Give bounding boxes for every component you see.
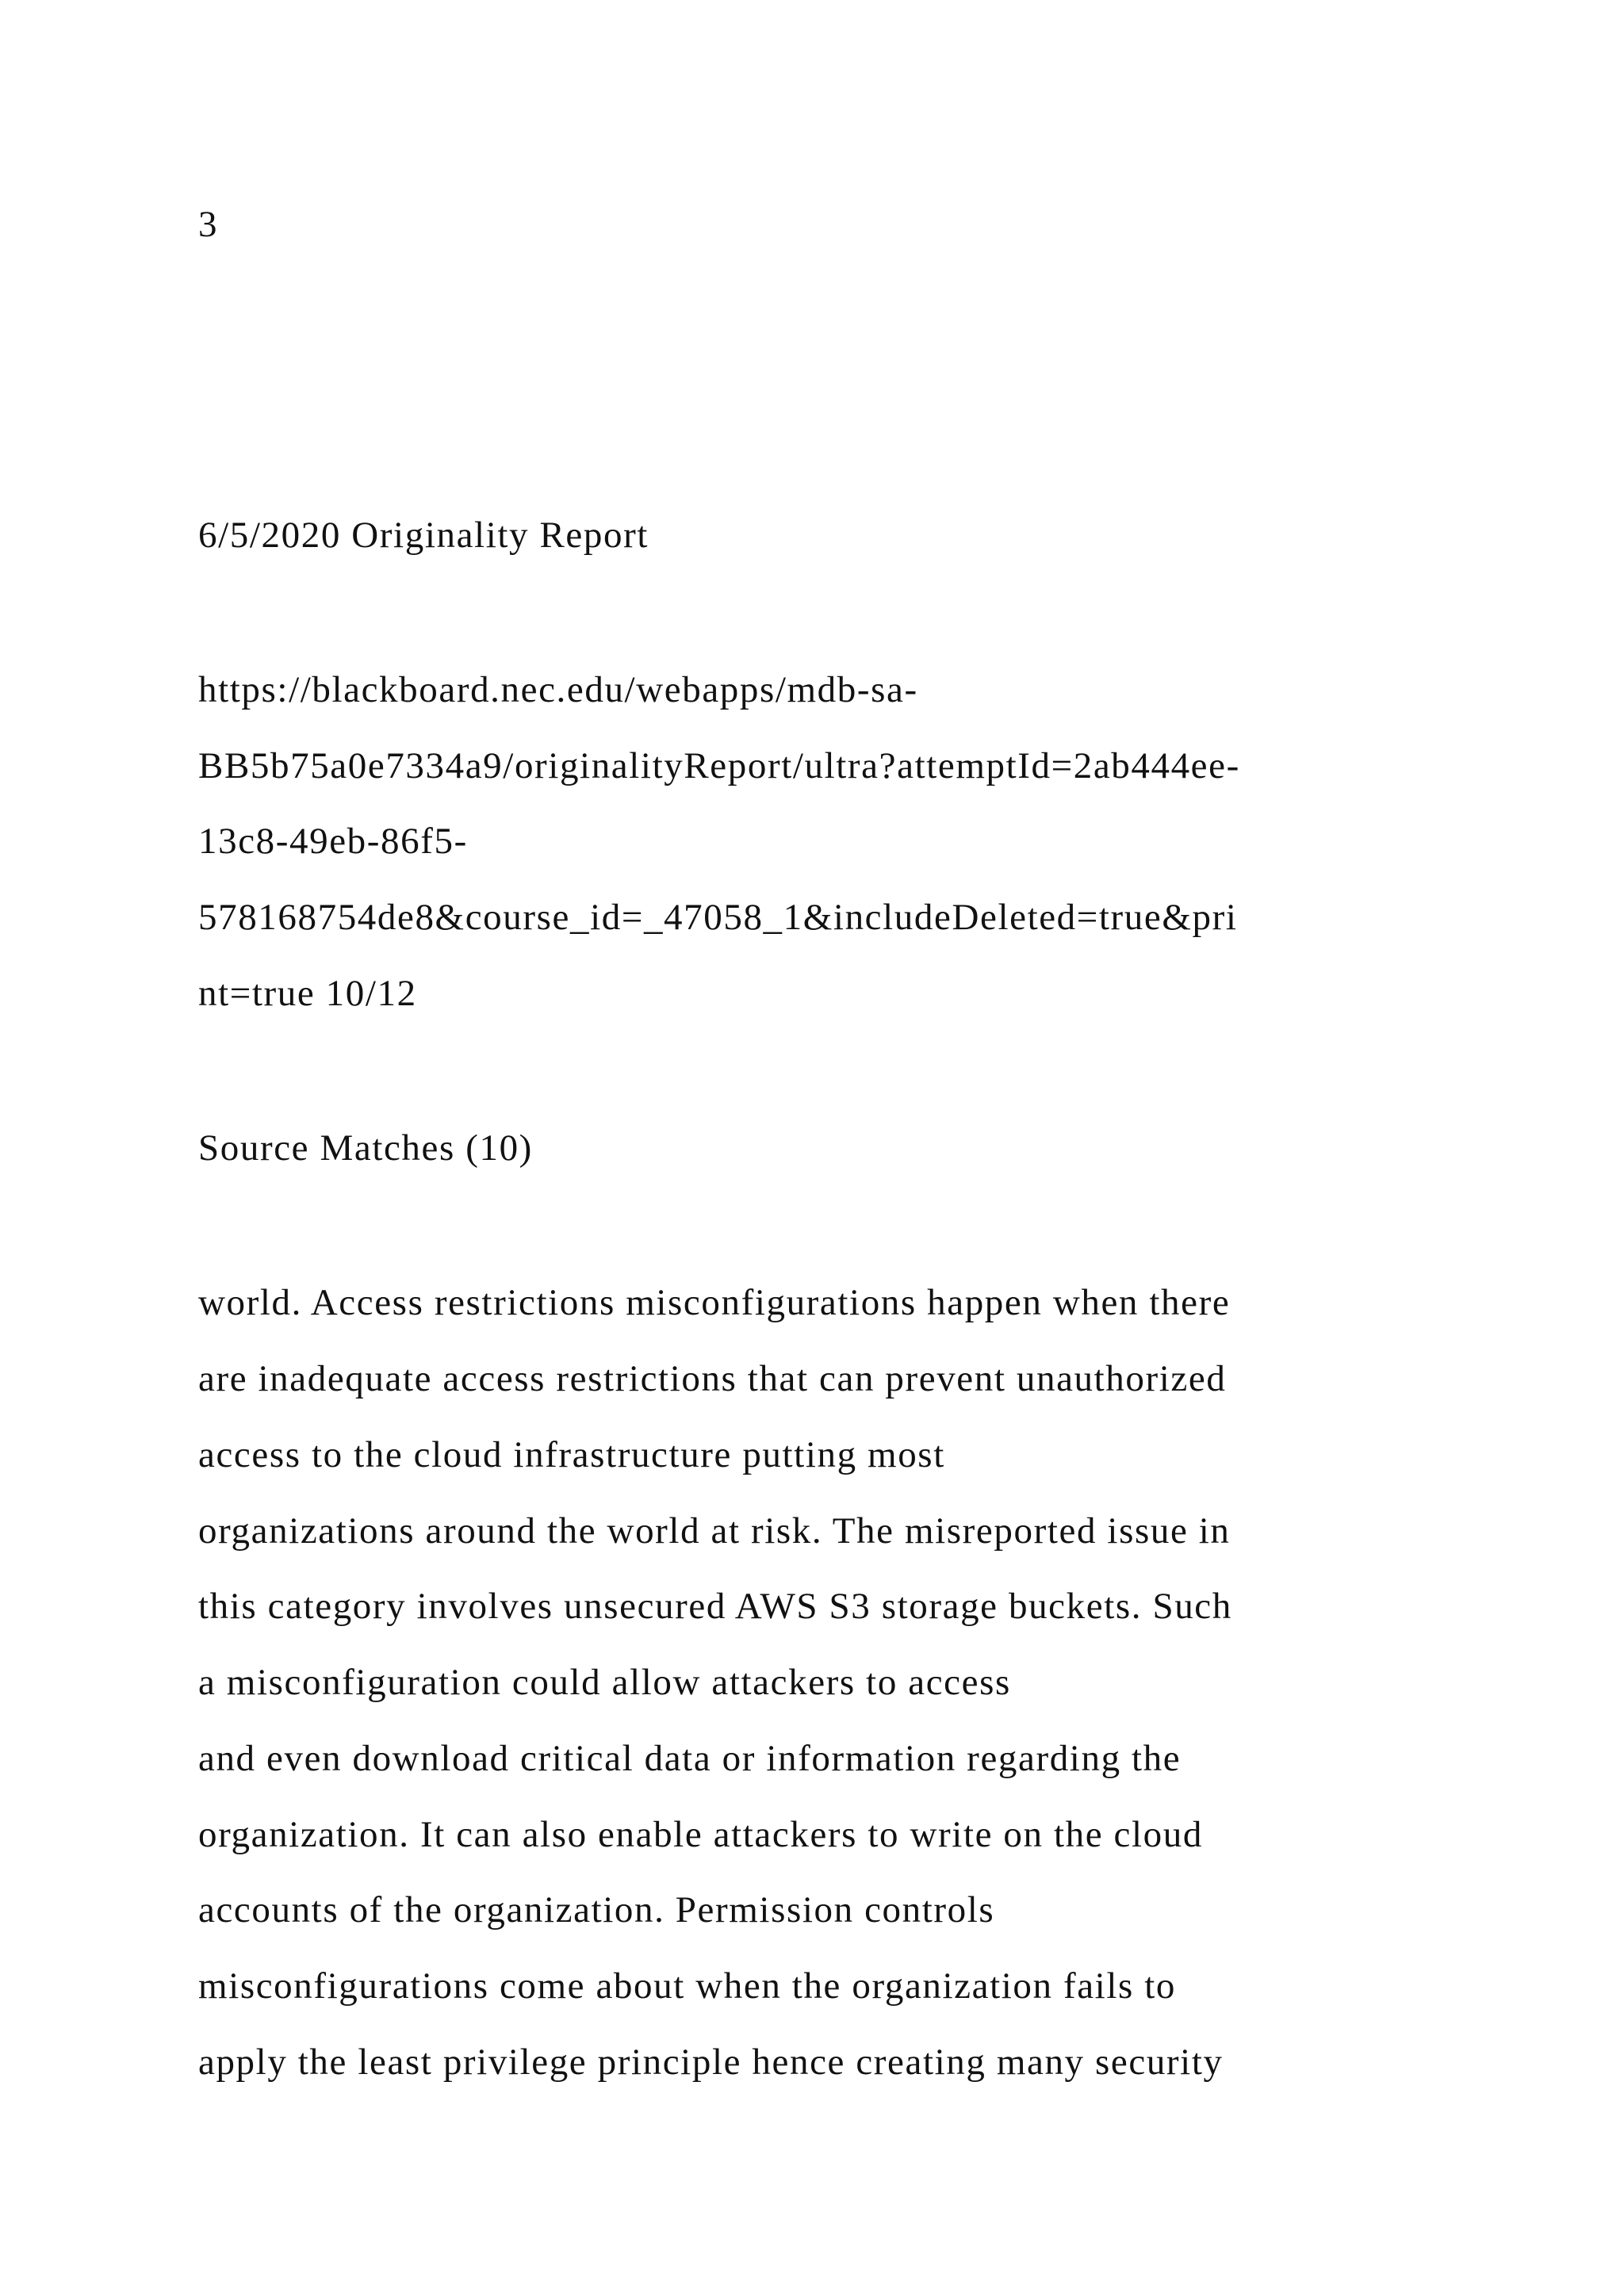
body-line-4: organizations around the world at risk. The misreported issue in [198,1510,1231,1552]
page-number: 3 [198,204,219,245]
report-url-line-1: https://blackboard.nec.edu/webapps/mdb-sa- [198,669,918,710]
report-url-line-5: nt=true 10/12 [198,973,417,1014]
body-line-9: accounts of the organization. Permission controls [198,1889,995,1931]
section-title: Source Matches (10) [198,1127,533,1169]
body-line-10: misconfigurations come about when the organization fails to [198,1965,1177,2007]
report-url-line-4: 578168754de8&course_id=_47058_1&includeDeleted=true&pri [198,897,1238,938]
body-line-1: world. Access restrictions misconfigurations happen when there [198,1282,1231,1323]
body-line-2: are inadequate access restrictions that can prevent unauthorized [198,1358,1227,1399]
report-url-line-2: BB5b75a0e7334a9/originalityReport/ultra?attemptId=2ab444ee- [198,745,1240,786]
body-line-6: a misconfiguration could allow attackers to access [198,1662,1011,1703]
report-url-line-3: 13c8-49eb-86f5- [198,821,468,862]
body-line-5: this category involves unsecured AWS S3 storage buckets. Such [198,1586,1232,1627]
body-line-11: apply the least privilege principle hence creating many security [198,2042,1224,2083]
report-header: 6/5/2020 Originality Report [198,515,649,556]
body-line-8: organization. It can also enable attackers to write on the cloud [198,1814,1203,1855]
body-line-3: access to the cloud infrastructure putting most [198,1434,945,1475]
body-line-7: and even download critical data or information regarding the [198,1738,1182,1779]
